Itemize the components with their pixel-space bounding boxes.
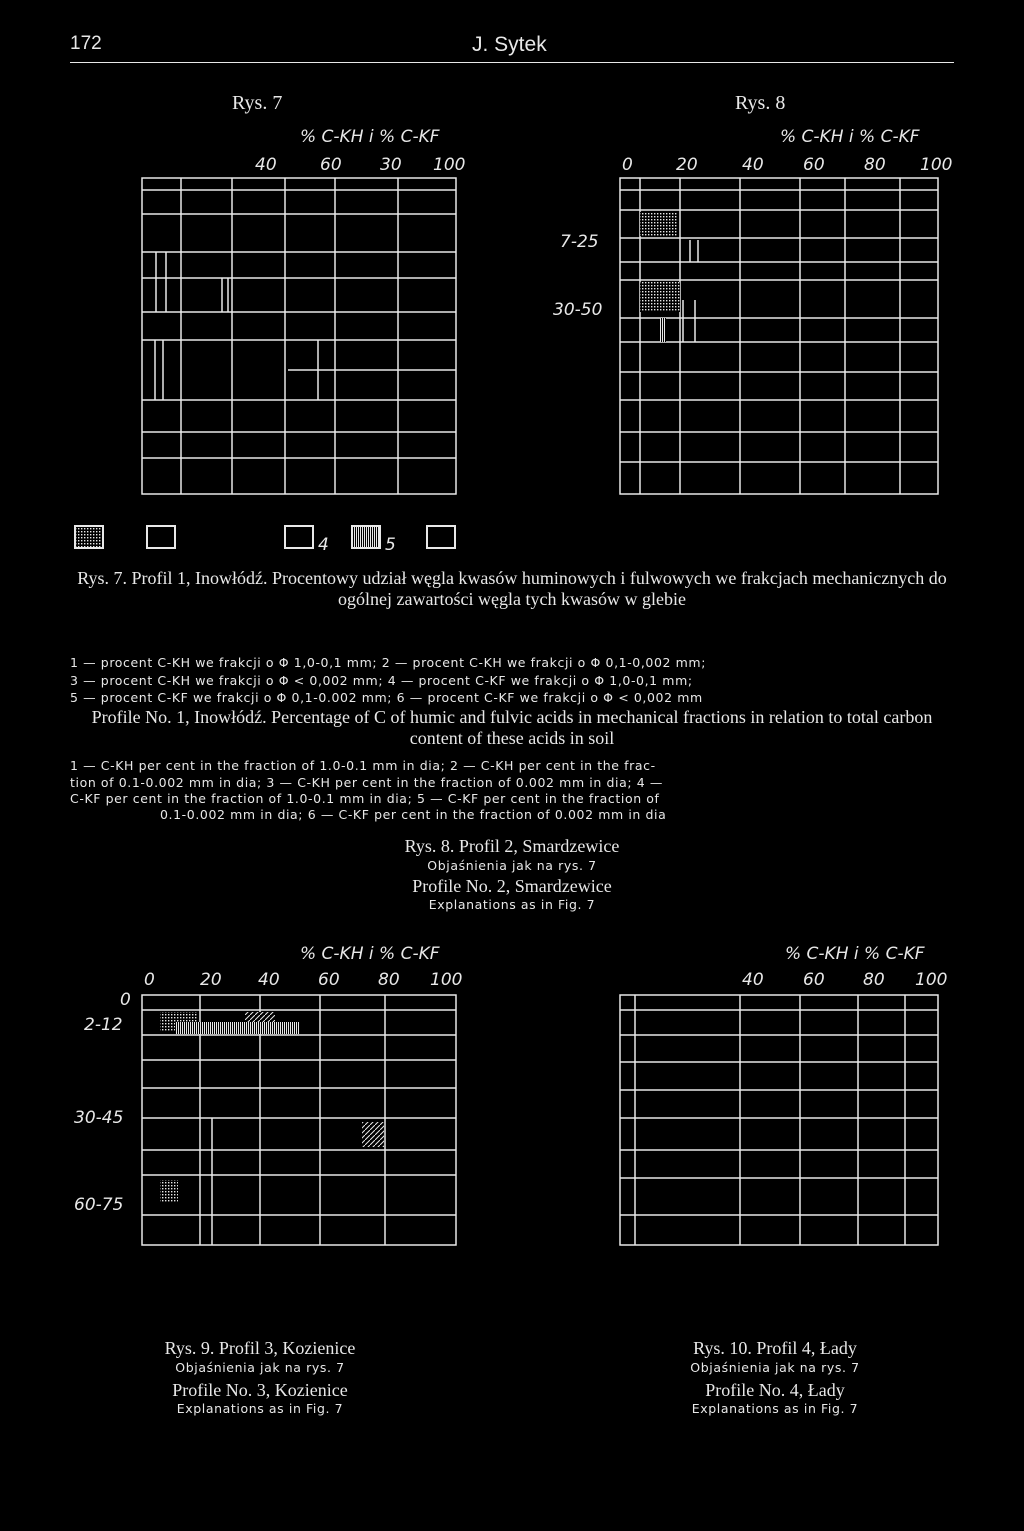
legend-label-4: 4 xyxy=(318,535,329,555)
fig7-axis-title: % C-KH i % C-KF xyxy=(300,127,440,147)
fig8-bar-dots-2 xyxy=(640,282,680,312)
fig8-title: Rys. 8 xyxy=(735,92,786,114)
caption8-en-title: Profile No. 2, Smardzewice xyxy=(412,876,612,896)
fig8-tick-2: 40 xyxy=(742,155,764,175)
fig8-tick-4: 80 xyxy=(864,155,886,175)
fig9-tick-4: 80 xyxy=(378,970,400,990)
fig9-axis-title: % C-KH i % C-KF xyxy=(300,944,440,964)
fig9-tick-2: 40 xyxy=(258,970,280,990)
caption7-en-line2: tion of 0.1-0.002 mm in dia; 3 — C-KH per cent in the fraction of 0.002 mm in dia; 4 — xyxy=(70,775,663,790)
caption7-en-line4: 0.1-0.002 mm in dia; 6 — C-KF per cent in the fraction of 0.002 mm in dia xyxy=(160,807,667,822)
fig9-tick-0: 0 xyxy=(144,970,155,990)
fig7-tick-3: 100 xyxy=(433,155,466,175)
caption10-pl-title: Rys. 10. Profil 4, Łady xyxy=(693,1338,857,1358)
fig9-tick-3: 60 xyxy=(318,970,340,990)
caption8-pl-title: Rys. 8. Profil 2, Smardzewice xyxy=(404,836,620,856)
fig9-tick-5: 100 xyxy=(430,970,463,990)
fig9-depth-3: 60-75 xyxy=(74,1195,124,1215)
fig9-depth-0: 0 xyxy=(120,990,131,1010)
caption7-en-line3: C-KF per cent in the fraction of 1.0-0.1 mm in dia; 5 — C-KF per cent in the fraction of xyxy=(70,791,660,806)
fig8-bar-dots-1 xyxy=(640,212,678,236)
caption7-en-title: Profile No. 1, Inowłódź. Percentage of C of humic and fulvic acids in mechanical fractions in relation to total carbon content of these acids in soil xyxy=(91,707,933,748)
fig10-tick-3: 100 xyxy=(915,970,948,990)
fig7-title: Rys. 7 xyxy=(232,92,283,114)
fig10-grid xyxy=(620,995,938,1245)
fig9-depth-1: 2-12 xyxy=(84,1015,123,1035)
legend xyxy=(75,526,455,548)
page-number: 172 xyxy=(70,33,102,54)
fig8-bar-vlines xyxy=(660,318,666,342)
caption8-pl-expl: Objaśnienia jak na rys. 7 xyxy=(427,858,597,873)
running-head-author: J. Sytek xyxy=(472,33,547,56)
fig9-bar-dots-2 xyxy=(160,1180,178,1202)
caption7-en-line1: 1 — C-KH per cent in the fraction of 1.0-0.1 mm in dia; 2 — C-KH per cent in the frac- xyxy=(70,758,656,773)
caption9-en-expl: Explanations as in Fig. 7 xyxy=(176,1401,344,1416)
fig8-tick-5: 100 xyxy=(920,155,953,175)
legend-label-5: 5 xyxy=(385,535,396,555)
caption9-en-title: Profile No. 3, Kozienice xyxy=(172,1380,348,1400)
fig10-axis-title: % C-KH i % C-KF xyxy=(785,944,925,964)
fig9-bar-vlines xyxy=(175,1022,300,1034)
caption10-en-title: Profile No. 4, Łady xyxy=(705,1380,845,1400)
fig8-depth-0: 7-25 xyxy=(560,232,599,252)
fig8-tick-0: 0 xyxy=(622,155,633,175)
fig10-tick-1: 60 xyxy=(803,970,825,990)
caption7-pl-line1: 1 — procent C-KH we frakcji o Φ 1,0-0,1 mm; 2 — procent C-KH we frakcji o Φ 0,1-0,002 mm; xyxy=(70,655,707,670)
fig9-tick-1: 20 xyxy=(200,970,222,990)
caption8-en-expl: Explanations as in Fig. 7 xyxy=(428,897,596,912)
caption7-pl-line3: 5 — procent C-KF we frakcji o Φ 0,1-0.002 mm; 6 — procent C-KF we frakcji o Φ < 0,002 mm xyxy=(70,690,703,705)
fig7-tick-2: 30 xyxy=(380,155,402,175)
fig10-tick-2: 80 xyxy=(863,970,885,990)
fig7-grid xyxy=(142,178,456,494)
fig8-tick-3: 60 xyxy=(803,155,825,175)
fig8-depth-1: 30-50 xyxy=(553,300,603,320)
fig10-tick-0: 40 xyxy=(742,970,764,990)
caption9-pl-expl: Objaśnienia jak na rys. 7 xyxy=(175,1360,345,1375)
caption7-pl-line2: 3 — procent C-KH we frakcji o Φ < 0,002 mm; 4 — procent C-KF we frakcji o Φ 1,0-0,1 mm; xyxy=(70,673,693,688)
fig8-axis-title: % C-KH i % C-KF xyxy=(780,127,920,147)
caption10-pl-expl: Objaśnienia jak na rys. 7 xyxy=(690,1360,860,1375)
caption10-en-expl: Explanations as in Fig. 7 xyxy=(691,1401,859,1416)
fig9-bar-diag-2 xyxy=(362,1122,384,1147)
fig8-tick-1: 20 xyxy=(676,155,698,175)
fig9-bar-diag-1 xyxy=(245,1012,275,1022)
caption7-pl-title: Rys. 7. Profil 1, Inowłódź. Procentowy udział węgla kwasów huminowych i fulwowych we frakcjach mechanicznych do ogólnej zawartości węgla tych kwasów w glebie xyxy=(77,568,947,609)
fig7-tick-0: 40 xyxy=(255,155,277,175)
fig9-depth-2: 30-45 xyxy=(74,1108,124,1128)
caption9-pl-title: Rys. 9. Profil 3, Kozienice xyxy=(164,1338,356,1358)
fig7-tick-1: 60 xyxy=(320,155,342,175)
